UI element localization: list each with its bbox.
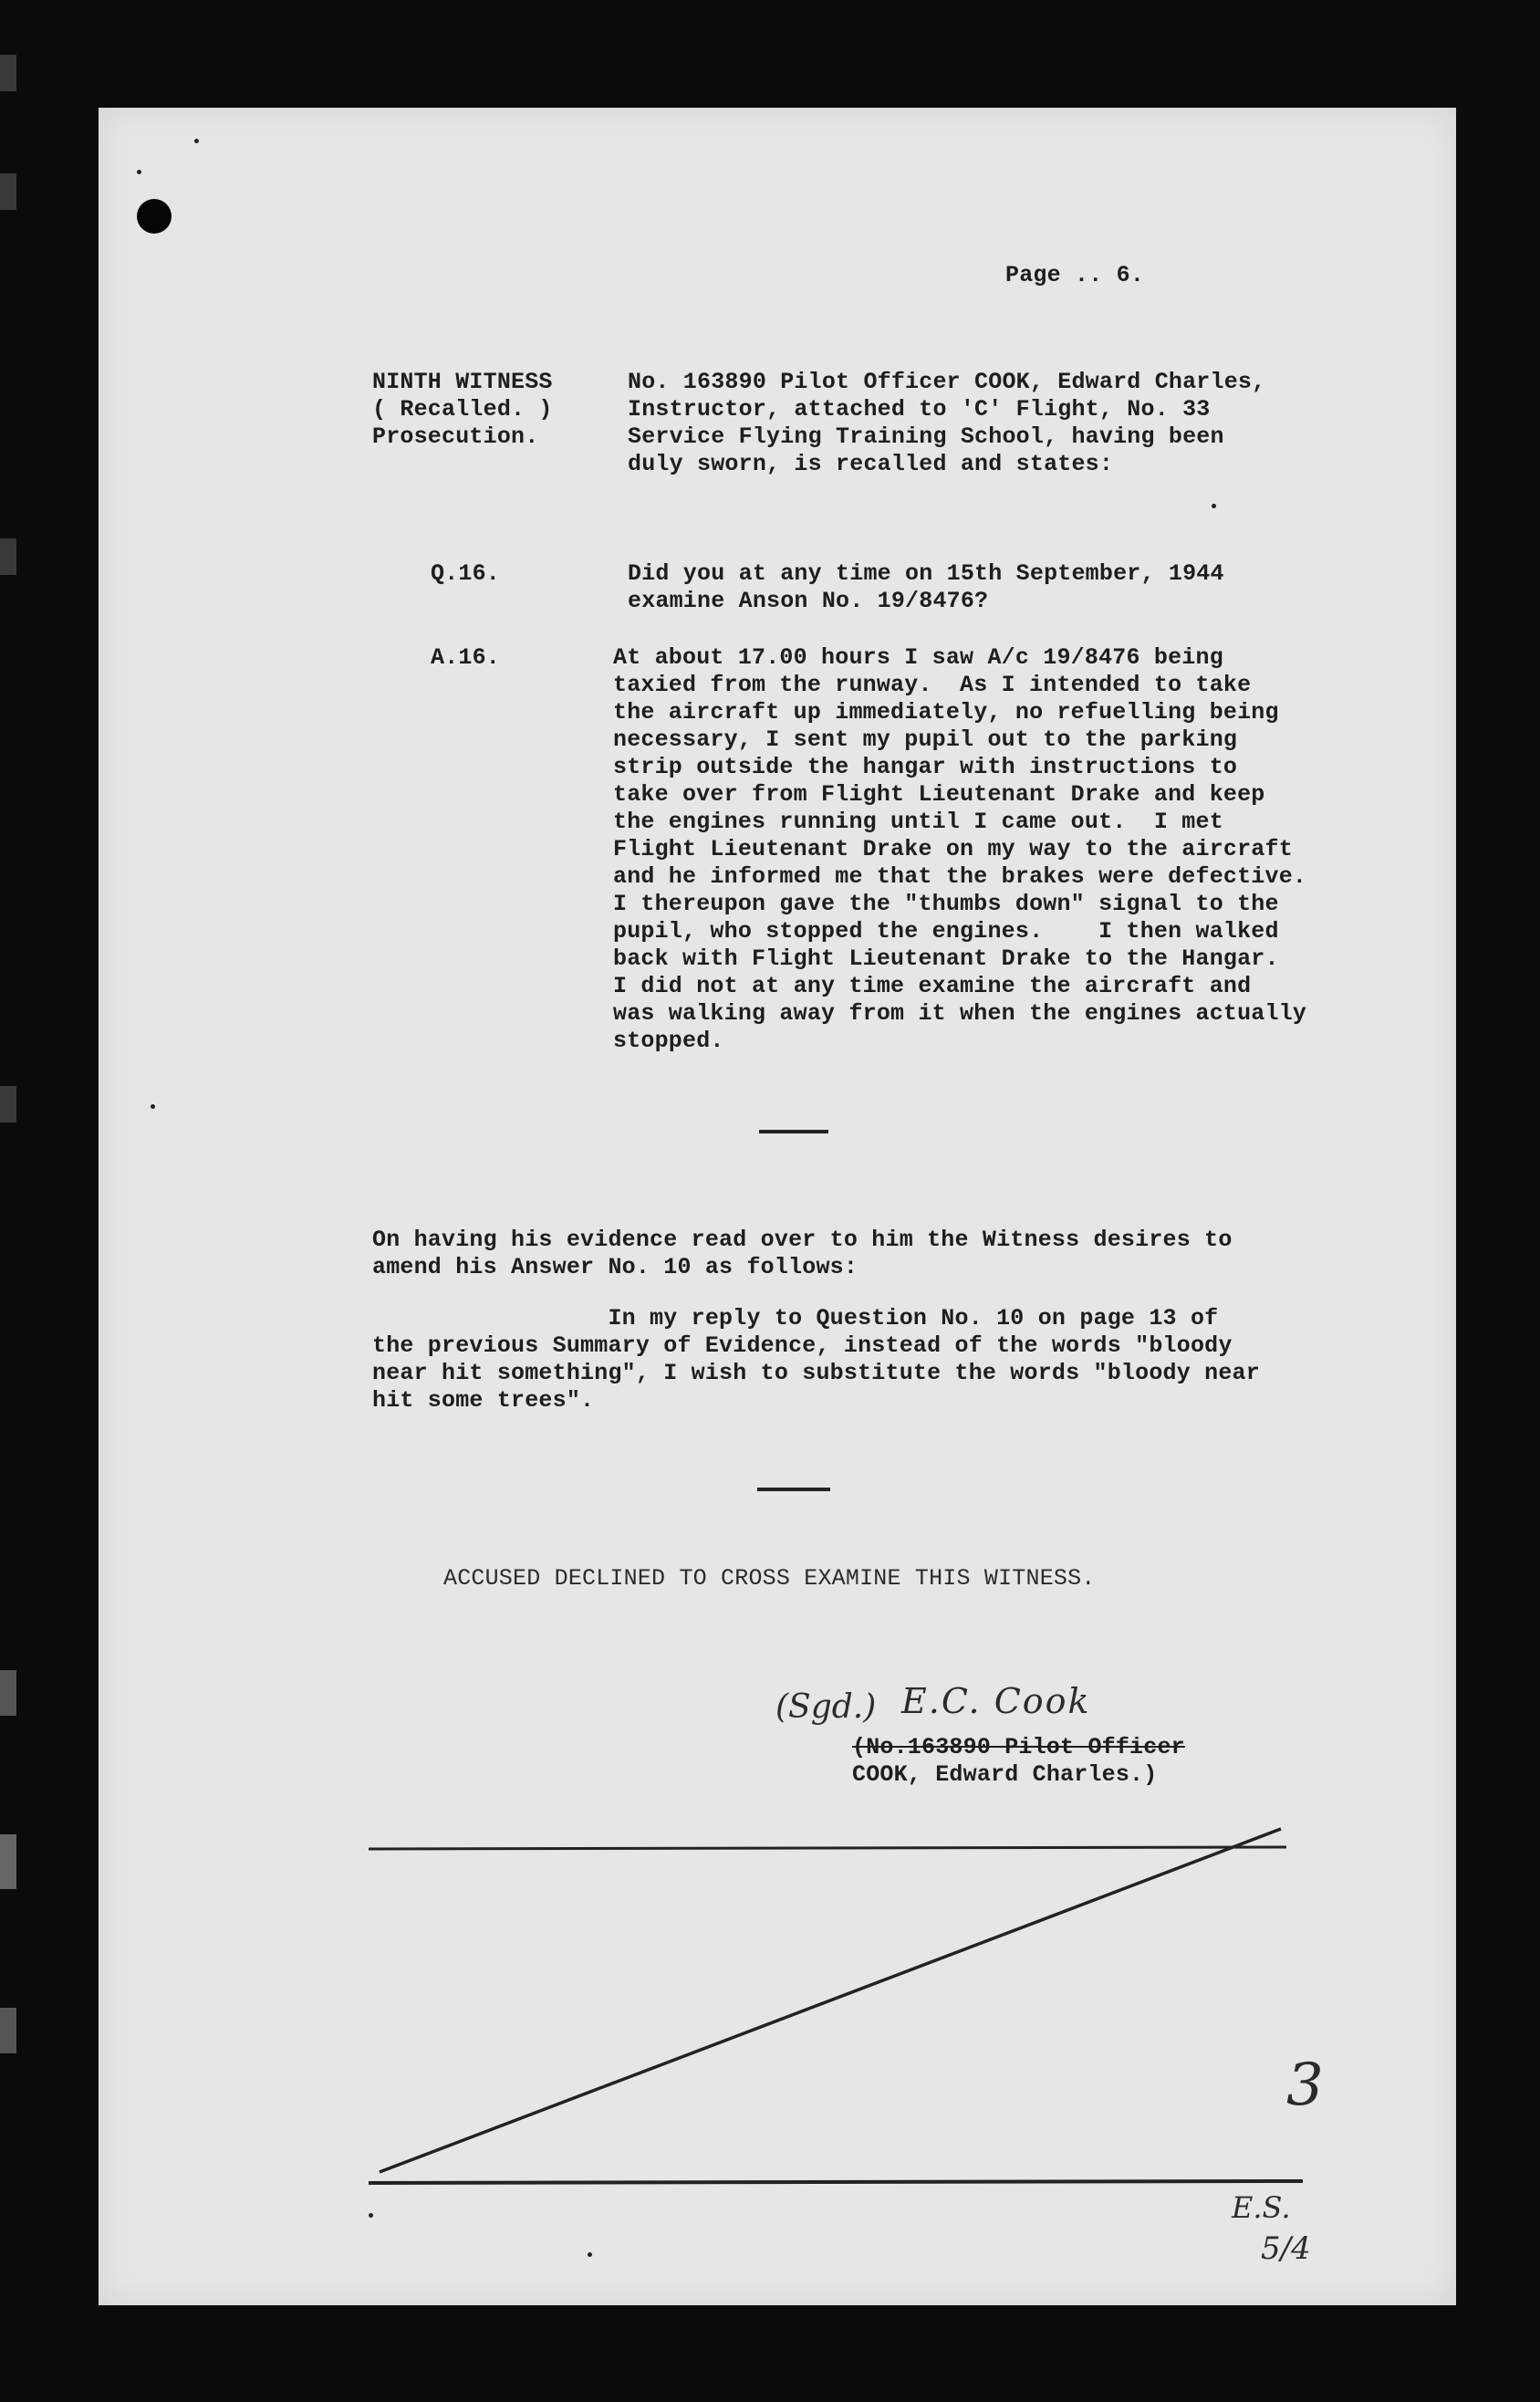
answer-line: take over from Flight Lieutenant Drake and keep — [613, 781, 1265, 808]
section-separator — [759, 1130, 828, 1133]
witness-description-line: No. 163890 Pilot Officer COOK, Edward Charles, — [628, 369, 1266, 395]
handwritten-signature: E.C. Cook — [901, 1681, 1091, 1721]
answer-line: was walking away from it when the engines actually — [613, 1000, 1307, 1027]
amendment-body-line: the previous Summary of Evidence, instead of the words "bloody — [372, 1332, 1233, 1359]
speck — [588, 2252, 592, 2257]
amendment-body-line: hit some trees". — [372, 1387, 595, 1414]
answer-line: the engines running until I came out. I met — [613, 809, 1223, 835]
amendment-intro-line: On having his evidence read over to him the Witness desires to — [372, 1227, 1233, 1253]
page-mark: 3 — [1286, 2052, 1324, 2119]
speck — [194, 139, 199, 143]
speck — [369, 2213, 373, 2218]
amendment-body-line: In my reply to Question No. 10 on page 13 of — [372, 1305, 1219, 1332]
section-separator — [757, 1488, 830, 1491]
film-edge-mark — [0, 1834, 16, 1889]
witness-label-line: NINTH WITNESS — [372, 369, 553, 395]
witness-label-line: Prosecution. — [372, 423, 539, 450]
amendment-intro-line: amend his Answer No. 10 as follows: — [372, 1254, 858, 1280]
witness-label-line: ( Recalled. ) — [372, 396, 553, 423]
fraction-mark: 5/4 — [1261, 2230, 1311, 2267]
answer-line: strip outside the hangar with instructions to — [613, 754, 1238, 780]
answer-line: back with Flight Lieutenant Drake to the Hangar. — [613, 945, 1279, 972]
witness-description-line: Instructor, attached to 'C' Flight, No. 33 — [628, 396, 1211, 423]
answer-line: the aircraft up immediately, no refuelling being — [613, 699, 1279, 726]
witness-description-line: Service Flying Training School, having been — [628, 423, 1224, 450]
question-line: examine Anson No. 19/8476? — [628, 588, 989, 614]
answer-line: I thereupon gave the "thumbs down" signal to the — [613, 891, 1279, 917]
answer-line: Flight Lieutenant Drake on my way to the aircraft — [613, 836, 1293, 862]
typed-signature-line: COOK, Edward Charles.) — [852, 1761, 1158, 1788]
witness-description-line: duly sworn, is recalled and states: — [628, 451, 1114, 477]
film-edge-mark — [0, 1670, 16, 1716]
initials: E.S. — [1232, 2190, 1291, 2225]
answer-line: and he informed me that the brakes were defective. — [613, 863, 1307, 890]
film-edge-mark — [0, 173, 16, 210]
answer-line: necessary, I sent my pupil out to the parking — [613, 726, 1238, 753]
answer-line: taxied from the runway. As I intended to take — [613, 672, 1252, 698]
answer-line: I did not at any time examine the aircraft and — [613, 973, 1252, 999]
closing-statement: ACCUSED DECLINED TO CROSS EXAMINE THIS WITNESS. — [443, 1565, 1096, 1592]
answer-label: A.16. — [431, 644, 501, 671]
page-number: Page .. 6. — [1005, 262, 1145, 288]
amendment-body-line: near hit something", I wish to substitute the words "bloody near — [372, 1360, 1260, 1386]
answer-line: stopped. — [613, 1028, 724, 1054]
signed-mark: (Sgd.) — [775, 1688, 877, 1726]
question-label: Q.16. — [431, 560, 501, 587]
speck — [137, 170, 141, 174]
film-edge-mark — [0, 1086, 16, 1123]
speck — [151, 1104, 155, 1109]
film-edge-mark — [0, 55, 16, 91]
film-edge-mark — [0, 538, 16, 575]
film-edge-mark — [0, 2008, 16, 2053]
punch-hole — [137, 199, 172, 234]
question-line: Did you at any time on 15th September, 1944 — [628, 560, 1224, 587]
answer-line: pupil, who stopped the engines. I then walked — [613, 918, 1279, 945]
typed-signature-line: (No.163890 Pilot Officer — [852, 1734, 1185, 1760]
speck — [1212, 504, 1216, 508]
answer-line: At about 17.00 hours I saw A/c 19/8476 being — [613, 644, 1223, 671]
